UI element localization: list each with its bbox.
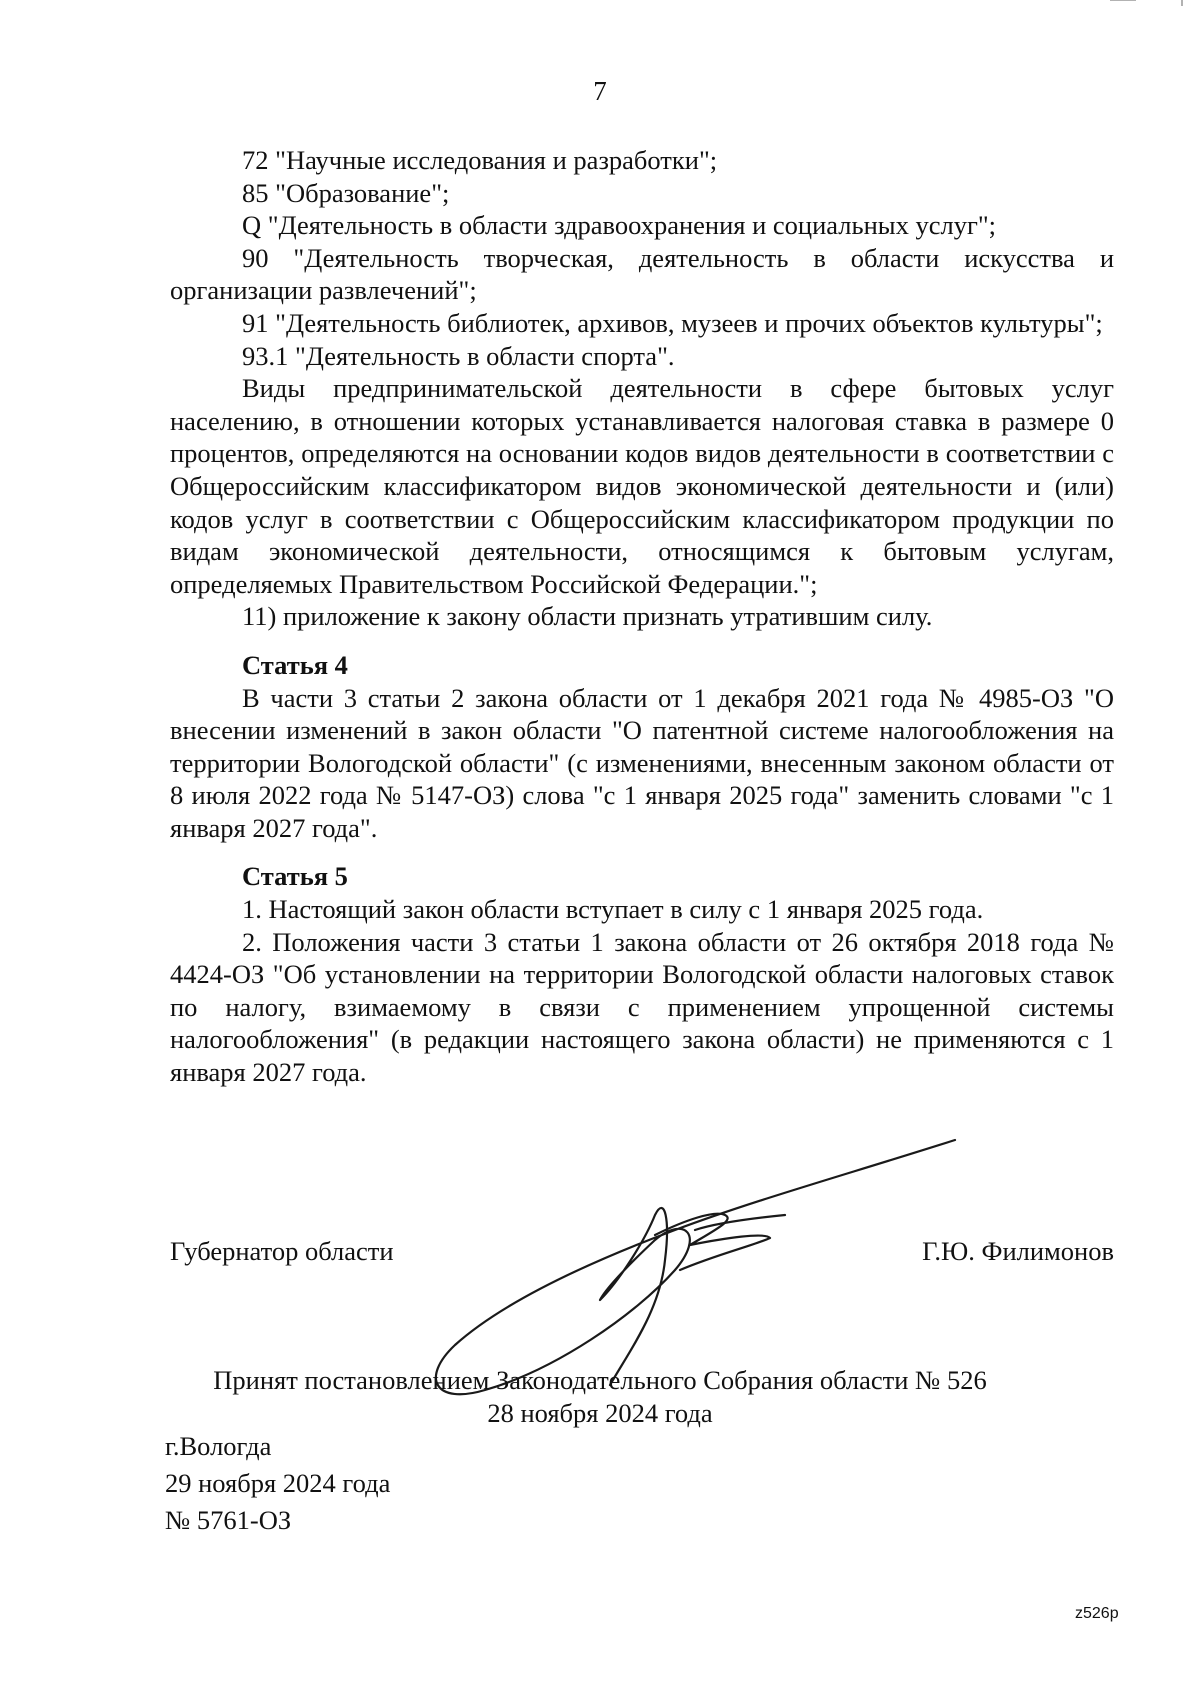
adoption-date: 28 ноября 2024 года <box>487 1398 713 1428</box>
article-4-heading: Статья 4 <box>242 649 348 680</box>
okved-85: 85 "Образование"; <box>242 177 450 208</box>
signature-row <box>170 1236 1114 1272</box>
okved-91: 91 "Деятельность библиотек, архивов, музеев и прочих объектов культуры"; <box>242 307 1103 338</box>
article-5-heading: Статья 5 <box>242 861 348 892</box>
signatory-name: Г.Ю. Филимонов <box>922 1236 1114 1266</box>
signatory-position: Губернатор области <box>170 1236 394 1266</box>
item-11-paragraph: 11) приложение к закону области признать утратившим силу. <box>242 601 933 632</box>
article-4-text: В части 3 статьи 2 закона области от 1 декабря 2021 года № 4985-ОЗ "О внесении изменений в закон области "О патентной системе налогообложения на территории Вологодской области" (с изменениями, внесенным законом области от 8 июля 2022 года № 5147-ОЗ) слова "с 1 января 2025 года" заменить словами "с 1 января 2027 года". <box>170 682 1114 843</box>
document-code: z526р <box>1075 1605 1119 1622</box>
household-services-paragraph: Виды предпринимательской деятельности в сфере бытовых услуг населению, в отношении которых устанавливается налоговая ставка в размере 0 процентов, определяются на основании кодов видов деятельности в соответствии с Общероссийским классификатором видов экономической деятельности и (или) кодов услуг в соответствии с Общероссийским классификатором продукции по видам экономической деятельности, относящимся к бытовым услугам, определяемых Правительством Российской Федерации."; <box>170 373 1114 599</box>
adoption-line-1: Принят постановлением Законодательного Собрания области № 526 <box>213 1365 987 1395</box>
article-5-item-2: 2. Положения части 3 статьи 1 закона области от 26 октября 2018 года № 4424-ОЗ "Об установлении на территории Вологодской области налоговых ставок по налогу, взимаемому в связи с применением упрощенной системы налогообложения" (в редакции настоящего закона области) не применяются с 1 января 2027 года. <box>170 926 1114 1088</box>
article-5-item-1: 1. Настоящий закон области вступает в силу с 1 января 2025 года. <box>242 894 984 925</box>
scan-corner-mark <box>1096 0 1186 6</box>
page-number: 7 <box>593 76 607 106</box>
okved-72: 72 "Научные исследования и разработки"; <box>242 145 718 175</box>
okved-90: 90 "Деятельность творческая, деятельность в области искусства и организации развлечений"; <box>170 242 1114 306</box>
city: г.Вологда <box>165 1431 272 1461</box>
okved-93-1: 93.1 "Деятельность в области спорта". <box>242 340 675 371</box>
okved-q: Q "Деятельность в области здравоохранения и социальных услуг"; <box>242 210 996 241</box>
signing-date: 29 ноября 2024 года <box>165 1468 391 1498</box>
place-and-date-block <box>165 1428 390 1539</box>
law-text <box>170 144 1114 1089</box>
adoption-note <box>0 1364 1200 1430</box>
law-number: № 5761-ОЗ <box>165 1505 292 1535</box>
